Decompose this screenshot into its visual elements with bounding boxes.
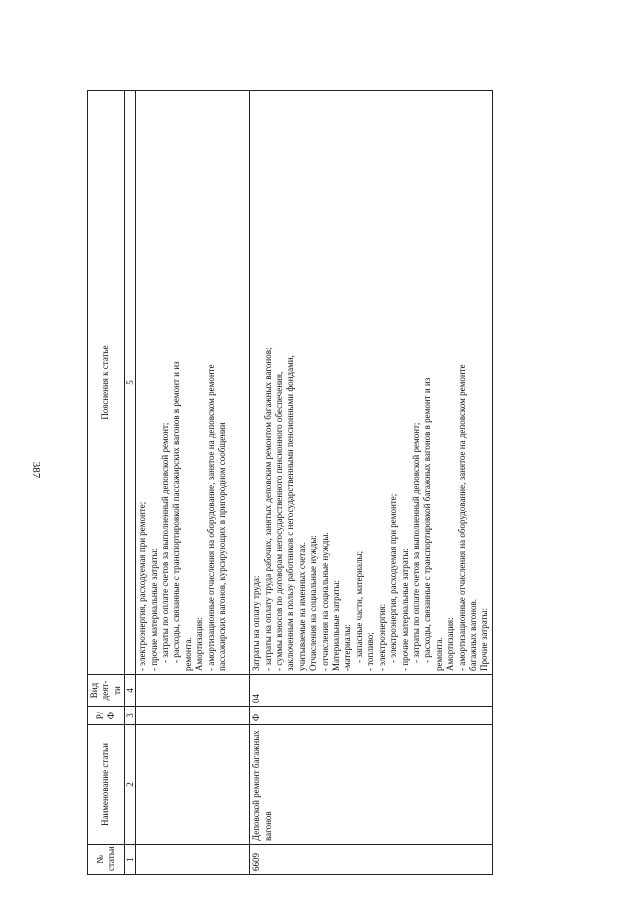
header-item-number: № статьи: [88, 845, 125, 875]
explanation-cell: [250, 91, 493, 675]
text-line: - затраты по оплате счетов за выполненный деповской ремонт;: [160, 422, 171, 663]
rotated-table-container: [87, 90, 640, 875]
text-line: учитываемые на именных счетах.: [296, 541, 307, 671]
text-line: - электроэнергия, расходуемая при ремонте;: [388, 493, 399, 663]
text-line: - запасные части, материалы;: [353, 550, 364, 663]
text-line: - расходы, связанные с транспортировкой багажных вагонов в ремонт и из: [422, 377, 433, 663]
cell-empty: [136, 707, 250, 725]
header-activity: Вид деят-ти: [88, 675, 125, 707]
item-rf: Ф: [250, 707, 493, 725]
table-row-continued: [136, 91, 250, 875]
text-line: - расходы, связанные с транспортировкой пассажирских вагонов в ремонт и из: [171, 361, 182, 663]
text-line: Прочие затраты:: [479, 608, 490, 671]
column-number: 3: [125, 707, 136, 725]
header-row: [88, 91, 125, 875]
item-activity: 04: [250, 675, 493, 707]
text-line: пассажирских вагонов, курсирующих в пригородном сообщении: [217, 422, 228, 671]
item-number: 6609: [250, 845, 493, 875]
text-line: Материальные затраты:: [331, 580, 342, 671]
text-line: Затраты на оплату труда:: [251, 575, 262, 671]
header-item-name: Наименование статьи: [88, 725, 125, 845]
text-line: заключенным в пользу работников с негосударственными пенсионными фондами,: [285, 355, 296, 671]
text-line: - амортизационные отчисления на оборудование, занятое на деповском ремонте: [456, 364, 467, 671]
text-line: - отчисления на социальные нужды.: [319, 532, 330, 671]
text-line: - амортизационные отчисления на оборудование, занятое на деповском ремонте: [205, 364, 216, 671]
text-line: ремонта.: [182, 637, 193, 671]
text-line: - прочие материальные затраты:: [399, 548, 410, 671]
cost-items-table: [87, 90, 493, 875]
text-line: багажных вагонов.: [467, 599, 478, 671]
text-line: - затраты на оплату труда рабочих, занятых деповским ремонтом багажных вагонов;: [262, 347, 273, 671]
text-line: - электроэнергия, расходуемая при ремонте;: [137, 501, 148, 671]
explanation-cell: [136, 91, 250, 675]
text-line: - затраты по оплате счетов за выполненный деповской ремонт;: [410, 422, 421, 663]
text-line: ремонта.: [433, 637, 444, 671]
cell-empty: [136, 675, 250, 707]
text-line: -материалы:: [342, 624, 353, 671]
text-line: Амортизация:: [194, 617, 205, 671]
column-number: 5: [125, 91, 136, 675]
text-line: Отчисления на социальные нужды:: [308, 535, 319, 671]
page-number: 387: [30, 461, 42, 479]
text-line: Амортизация:: [445, 617, 456, 671]
cell-empty: [136, 845, 250, 875]
header-rf: Р/ Ф: [88, 707, 125, 725]
text-line: - суммы взносов по договорам негосударственного пенсионного обеспечения,: [274, 371, 285, 671]
text-line: - прочие материальные затраты:: [148, 548, 159, 671]
table-row-6609: [250, 91, 493, 875]
text-line: - электроэнергия:: [376, 603, 387, 671]
header-explanation: Пояснения к статье: [88, 91, 125, 675]
column-number: 1: [125, 845, 136, 875]
cell-empty: [136, 725, 250, 845]
column-number-row: [125, 91, 136, 875]
item-name: Деповской ремонт багажных вагонов: [250, 725, 493, 845]
text-line: - топливо;: [365, 632, 376, 671]
column-number: 2: [125, 725, 136, 845]
column-number: 4: [125, 675, 136, 707]
